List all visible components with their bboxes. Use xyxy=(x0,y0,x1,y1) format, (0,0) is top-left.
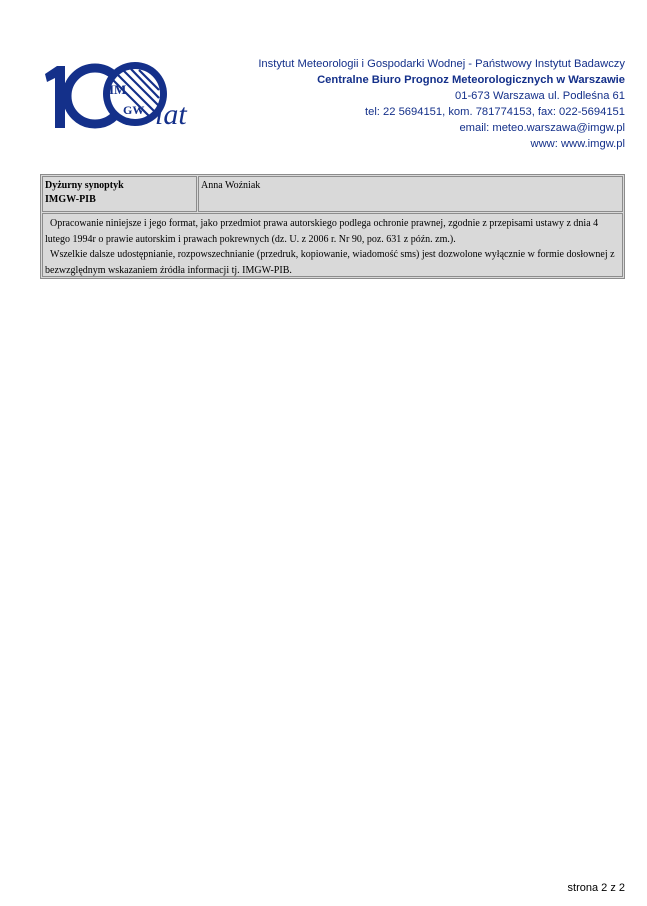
logo-graphic xyxy=(43,58,205,132)
imgw-100-lat-logo xyxy=(43,58,205,132)
copyright-paragraph-1 xyxy=(45,216,620,247)
forecaster-row xyxy=(42,176,623,212)
copyright-note xyxy=(42,213,623,277)
copyright-text-1: Opracowanie niniejsze i jego format, jako przedmiot prawa autorskiego podlega ochronie prawnej, zgodnie z przepisami ustawy z dnia 4 lutego 1994r o prawie autorskim i prawach pokrewnych (dz. U. z 2006 r. Nr 90, poz. 631 z późn. zm.). xyxy=(45,218,599,245)
forecaster-label: Dyżurny synoptyk xyxy=(45,180,124,191)
phone-line: tel: 22 5694151, kom. 781774153, fax: 022-5694151 xyxy=(364,106,625,118)
forecaster-label-cell xyxy=(42,176,197,212)
institute-header xyxy=(258,56,625,152)
bureau-name: Centralne Biuro Prognoz Meteorologicznych w Warszawie xyxy=(317,74,625,86)
forecaster-name: Anna Woźniak xyxy=(201,180,261,191)
svg-text:GW: GW xyxy=(123,103,145,117)
copyright-text-2: Wszelkie dalsze udostępnianie, rozpowszechnianie (przedruk, kopiowanie, wiadomość sms) jest dozwolone wyłącznie w formie dosłownej z bezwzględnym wskazaniem źródła informacji tj. IMGW-PIB. xyxy=(45,249,615,276)
forecaster-name-cell xyxy=(198,176,623,212)
institute-name: Instytut Meteorologii i Gospodarki Wodnej - Państwowy Instytut Badawczy xyxy=(258,58,625,70)
copyright-paragraph-2 xyxy=(45,247,620,278)
page-number: strona 2 z 2 xyxy=(567,882,625,894)
svg-text:lat: lat xyxy=(155,98,187,131)
email-line: email: meteo.warszawa@imgw.pl xyxy=(459,122,625,134)
address: 01-673 Warszawa ul. Podleśna 61 xyxy=(455,90,625,102)
svg-text:IM: IM xyxy=(109,82,127,97)
forecaster-info-table xyxy=(40,174,625,279)
website-line: www: www.imgw.pl xyxy=(530,138,625,150)
institute-abbrev: IMGW-PIB xyxy=(45,194,96,205)
